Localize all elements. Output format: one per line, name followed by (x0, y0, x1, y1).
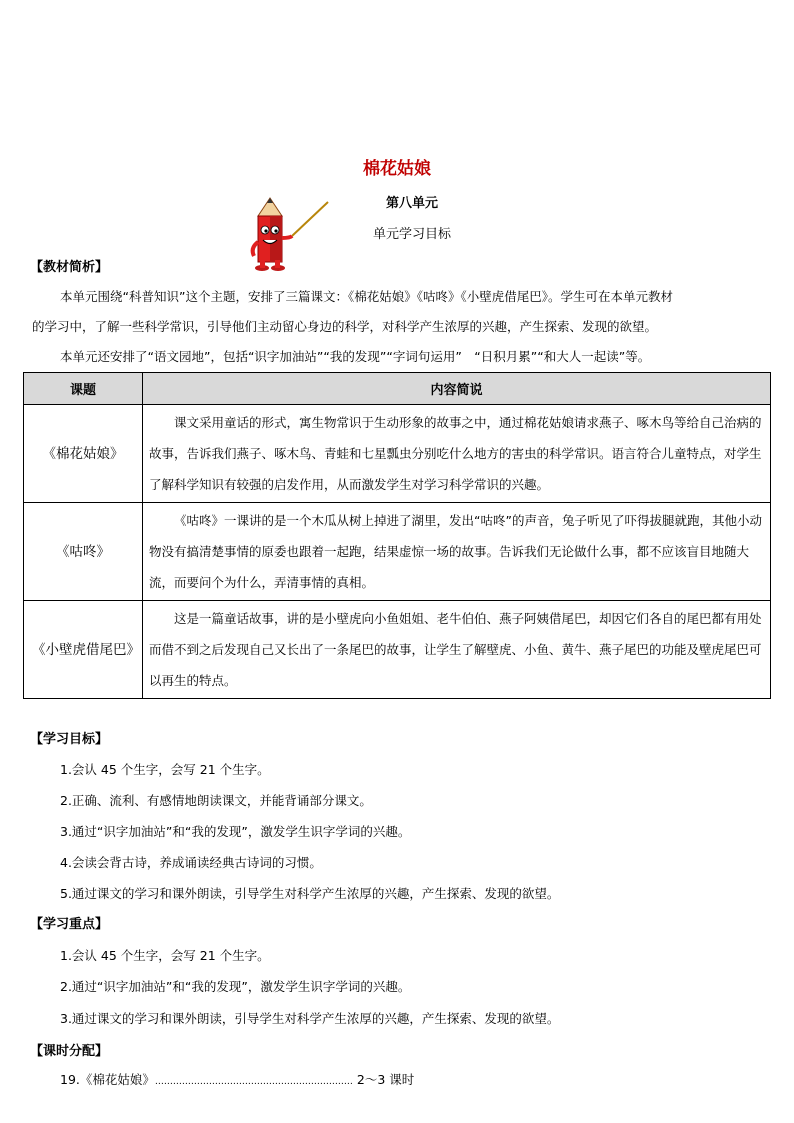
schedule-time: 2～3 课时 (356, 1072, 415, 1087)
schedule-leader-dots: ………………………………………………………… (154, 1077, 353, 1087)
lesson-summary: 《咕咚》一课讲的是一个木瓜从树上掉进了湖里，发出“咕咚”的声音，兔子听见了吓得拔腿就跑，其他小动物没有搞清楚事情的原委也跟着一起跑，结果虚惊一场的故事。告诉我们无论做什么事，都不应该盲目地随大流，而要问个为什么，弄清事情的真相。 (143, 503, 771, 601)
column-header-summary: 内容简说 (143, 373, 771, 405)
lesson-title: 《咕咚》 (24, 503, 143, 601)
lesson-title: 《小壁虎借尾巴》 (24, 601, 143, 699)
column-header-lesson: 课题 (24, 373, 143, 405)
objective-item: 2.正确、流利、有感情地朗读课文，并能背诵部分课文。 (60, 793, 372, 808)
section-heading-analysis: 【教材简析】 (30, 260, 109, 275)
focus-item: 2.通过“识字加油站”和“我的发现”，激发学生识字学词的兴趣。 (60, 979, 411, 994)
pencil-mascot-icon (244, 196, 334, 276)
section-heading-schedule: 【课时分配】 (30, 1044, 109, 1059)
schedule-item (60, 1070, 414, 1088)
intro-paragraph-1-line-1: 本单元围绕“科普知识”这个主题，安排了三篇课文：《棉花姑娘》《咕咚》《小壁虎借尾巴》。学生可在本单元教材 (60, 289, 673, 304)
page-title: 棉花姑娘 (363, 159, 431, 179)
lesson-content-table (23, 372, 771, 699)
table-row (24, 405, 771, 503)
objective-item: 1.会认 45 个生字，会写 21 个生字。 (60, 762, 270, 777)
table-row (24, 601, 771, 699)
objective-item: 5.通过课文的学习和课外朗读，引导学生对科学产生浓厚的兴趣，产生探索、发现的欲望。 (60, 886, 560, 901)
lesson-summary: 课文采用童话的形式，寓生物常识于生动形象的故事之中，通过棉花姑娘请求燕子、啄木鸟等给自己治病的故事，告诉我们燕子、啄木鸟、青蛙和七星瓢虫分别吃什么地方的害虫的科学常识。语言符合儿童特点，对学生了解科学知识有较强的启发作用，从而激发学生对学习科学常识的兴趣。 (143, 405, 771, 503)
section-heading-focus: 【学习重点】 (30, 917, 109, 932)
lesson-summary: 这是一篇童话故事，讲的是小壁虎向小鱼姐姐、老牛伯伯、燕子阿姨借尾巴，却因它们各自的尾巴都有用处而借不到之后发现自己又长出了一条尾巴的故事，让学生了解壁虎、小鱼、黄牛、燕子尾巴的功能及壁虎尾巴可以再生的特点。 (143, 601, 771, 699)
unit-label: 第八单元 (385, 196, 438, 211)
focus-item: 3.通过课文的学习和课外朗读，引导学生对科学产生浓厚的兴趣，产生探索、发现的欲望。 (60, 1011, 560, 1026)
objective-item: 4.会读会背古诗，养成诵读经典古诗词的习惯。 (60, 855, 322, 870)
focus-item: 1.会认 45 个生字，会写 21 个生字。 (60, 948, 270, 963)
section-heading-objectives: 【学习目标】 (30, 732, 109, 747)
lesson-title: 《棉花姑娘》 (24, 405, 143, 503)
schedule-lesson: 19.《棉花姑娘》 (60, 1072, 155, 1087)
table-header-row (24, 373, 771, 405)
intro-paragraph-2: 本单元还安排了“语文园地”，包括“识字加油站”“我的发现”“字词句运用” “日积月累”“和大人一起读”等。 (60, 349, 651, 364)
objective-item: 3.通过“识字加油站”和“我的发现”，激发学生识字学词的兴趣。 (60, 824, 411, 839)
intro-paragraph-1-line-2: 的学习中，了解一些科学常识，引导他们主动留心身边的科学，对科学产生浓厚的兴趣，产生探索、发现的欲望。 (32, 319, 658, 334)
table-row (24, 503, 771, 601)
unit-goal-label: 单元学习目标 (372, 227, 451, 242)
